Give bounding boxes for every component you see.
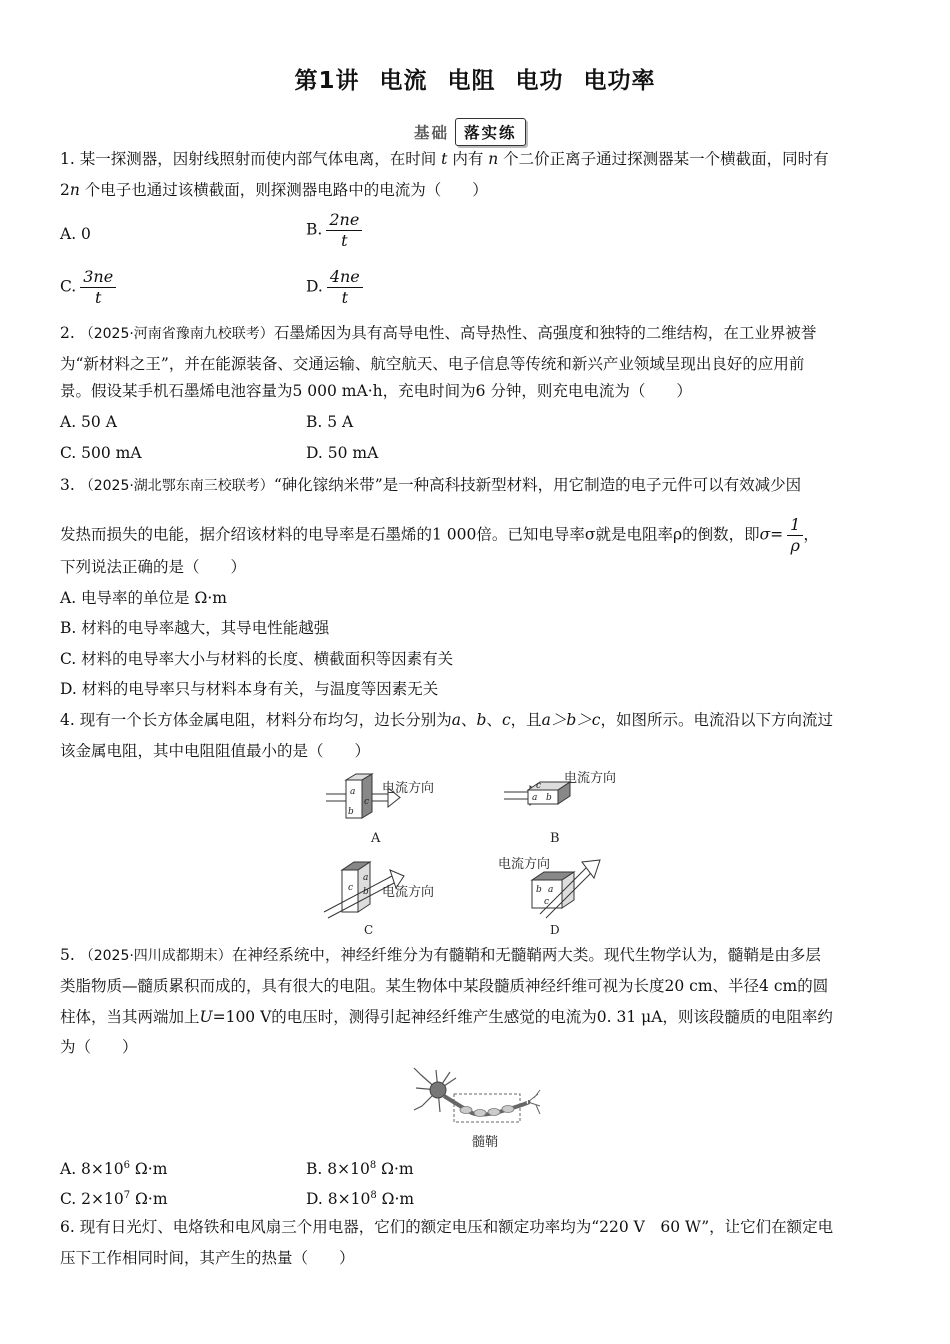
fig-d-edge-c: c bbox=[544, 897, 550, 907]
myelin-label: 髓鞘 bbox=[472, 1135, 499, 1150]
fig-d-edge-a: a bbox=[548, 885, 554, 895]
fig-c-edge-c: c bbox=[348, 883, 354, 893]
neuron-soma bbox=[430, 1082, 446, 1098]
fig-a-edge-a: a bbox=[350, 787, 356, 797]
q1-option-c[interactable]: C. $\frac{3ne}{t}$ bbox=[60, 267, 116, 308]
q3-option-c[interactable]: C. 材料的电导率大小与材料的长度、横截面积等因素有关 bbox=[60, 650, 454, 668]
q1-line2: 2n 个电子也通过该横截面，则探测器电路中的电流为（ ） bbox=[60, 181, 488, 199]
q5-source: （2025·四川成都期末） bbox=[79, 948, 232, 964]
q1-option-d[interactable]: D. $\frac{4ne}{t}$ bbox=[306, 267, 363, 308]
q5-line4: 为（ ） bbox=[60, 1038, 138, 1056]
q5-option-d[interactable]: D. $8\times 10^8$ Ω·m bbox=[306, 1190, 415, 1208]
q5-line2: 类脂物质—髓质累积而成的，具有很大的电阻。某生物体中某段髓质神经纤维可视为长度20 cm、半径4 cm的圆 bbox=[60, 977, 829, 995]
q1-c-fraction: $\frac{3ne}{t}$ bbox=[80, 267, 116, 308]
q4-line2: 该金属电阻，其中电阻阻值最小的是（ ） bbox=[60, 742, 371, 760]
fig-a-label: A bbox=[371, 831, 381, 846]
q6-line2: 压下工作相同时间，其产生的热量（ ） bbox=[60, 1249, 355, 1267]
q4-figure bbox=[318, 768, 618, 920]
badge-right: 落实练 bbox=[455, 118, 526, 146]
q1-option-a[interactable]: A. 0 bbox=[60, 225, 91, 243]
fig-b-label: B bbox=[550, 831, 560, 846]
fig-c-edge-a: a bbox=[363, 873, 369, 883]
title-resistance: 电阻 bbox=[447, 68, 496, 94]
q5-line1: 5. （2025·四川成都期末）在神经系统中，神经纤维分为有髓鞘和无髓鞘两大类。现代生物学认为，髓鞘是由多层 bbox=[60, 946, 821, 964]
q1-line1: 1. 某一探测器，因射线照射而使内部气体电离，在时间 t 内有 n 个二价正离子通过探测器某一个横截面，同时有 bbox=[60, 150, 829, 168]
q3-line2: 发热而损失的电能，据介绍该材料的电导率是石墨烯的1 000倍。已知电导率σ就是电阻率ρ的倒数，即σ= $\frac{1}{\rho}$ ， bbox=[60, 515, 819, 555]
fig-d-caption: D bbox=[550, 923, 560, 937]
q2-option-b[interactable]: B. 5 A bbox=[306, 413, 354, 431]
fig-a-edge-b: b bbox=[348, 807, 354, 817]
q5-option-a[interactable]: A. $8\times 10^6$ Ω·m bbox=[60, 1160, 168, 1178]
q3-line3: 下列说法正确的是（ ） bbox=[60, 558, 247, 576]
q2-line1: 2. （2025·河南省豫南九校联考）石墨烯因为具有高导电性、高导热性、高强度和独特的二维结构，在工业界被誉 bbox=[60, 324, 817, 342]
fig-c-current-label: 电流方向 bbox=[382, 885, 435, 900]
q5-line3: 柱体，当其两端加上U=100 V的电压时，测得引起神经纤维产生感觉的电流为0. 31 μA，则该段髓质的电阻率约 bbox=[60, 1008, 833, 1026]
fig-a-edge-c: c bbox=[364, 797, 370, 807]
q5-option-c[interactable]: C. $2\times 10^7$ Ω·m bbox=[60, 1190, 168, 1208]
badge-left: 基础 bbox=[414, 124, 450, 142]
q2-line3: 景。假设某手机石墨烯电池容量为5 000 mA·h，充电时间为6 分钟，则充电电流为（ ） bbox=[60, 382, 692, 400]
q2-option-a[interactable]: A. 50 A bbox=[60, 413, 117, 431]
q5-neuron-figure bbox=[410, 1066, 550, 1152]
q6-line1: 6. 现有日光灯、电烙铁和电风扇三个用电器，它们的额定电压和额定功率均为“220 V 60 W”，让它们在额定电 bbox=[60, 1218, 834, 1236]
fig-d-current-label: 电流方向 bbox=[498, 857, 551, 872]
q5-option-b[interactable]: B. $8\times 10^8$ Ω·m bbox=[306, 1160, 414, 1178]
q4-line1: 4. 现有一个长方体金属电阻，材料分布均匀，边长分别为a、b、c，且a＞b＞c，如图所示。电流沿以下方向流过 bbox=[60, 711, 834, 729]
fig-c-caption: C bbox=[364, 923, 374, 937]
q3-option-d[interactable]: D. 材料的电导率只与材料本身有关，与温度等因素无关 bbox=[60, 680, 439, 698]
section-badge bbox=[408, 118, 526, 146]
title-current: 电流 bbox=[379, 68, 428, 94]
page-title bbox=[0, 62, 950, 95]
q2-line2: 为“新材料之王”，并在能源装备、交通运输、航空航天、电子信息等传统和新兴产业领域呈现出良好的应用前 bbox=[60, 355, 805, 373]
fig-a-current-label: 电流方向 bbox=[382, 781, 435, 796]
q3-fraction: $\frac{1}{\rho}$ bbox=[787, 515, 803, 556]
fig-c-edge-b: b bbox=[363, 887, 369, 897]
fig-b-edge-b: b bbox=[546, 793, 552, 803]
fig-b-edge-c: c bbox=[536, 781, 542, 791]
q1-option-b[interactable]: B. $\frac{2ne}{t}$ bbox=[306, 210, 362, 251]
q4-figure-captions bbox=[318, 920, 618, 940]
q3-option-a[interactable]: A. 电导率的单位是 Ω·m bbox=[60, 589, 227, 607]
q2-source: （2025·河南省豫南九校联考） bbox=[79, 326, 274, 342]
neuron-axon bbox=[444, 1096, 529, 1115]
fig-b-edge-a: a bbox=[532, 793, 538, 803]
q2-option-d[interactable]: D. 50 mA bbox=[306, 444, 379, 462]
title-power: 电功率 bbox=[583, 68, 656, 94]
title-lecture: 第1讲 bbox=[294, 68, 360, 94]
q3-line1: 3. （2025·湖北鄂东南三校联考）“砷化镓纳米带”是一种高科技新型材料，用它制造的电子元件可以有效减少因 bbox=[60, 476, 802, 494]
q2-option-c[interactable]: C. 500 mA bbox=[60, 444, 142, 462]
q1-d-fraction: $\frac{4ne}{t}$ bbox=[327, 267, 363, 308]
fig-b-current-label: 电流方向 bbox=[564, 771, 617, 786]
q3-option-b[interactable]: B. 材料的电导率越大，其导电性能越强 bbox=[60, 619, 330, 637]
q3-source: （2025·湖北鄂东南三校联考） bbox=[79, 478, 274, 494]
q1-b-fraction: $\frac{2ne}{t}$ bbox=[326, 210, 362, 251]
fig-d-edge-b: b bbox=[536, 885, 542, 895]
title-work: 电功 bbox=[515, 68, 564, 94]
q4-fig-b bbox=[504, 781, 570, 805]
